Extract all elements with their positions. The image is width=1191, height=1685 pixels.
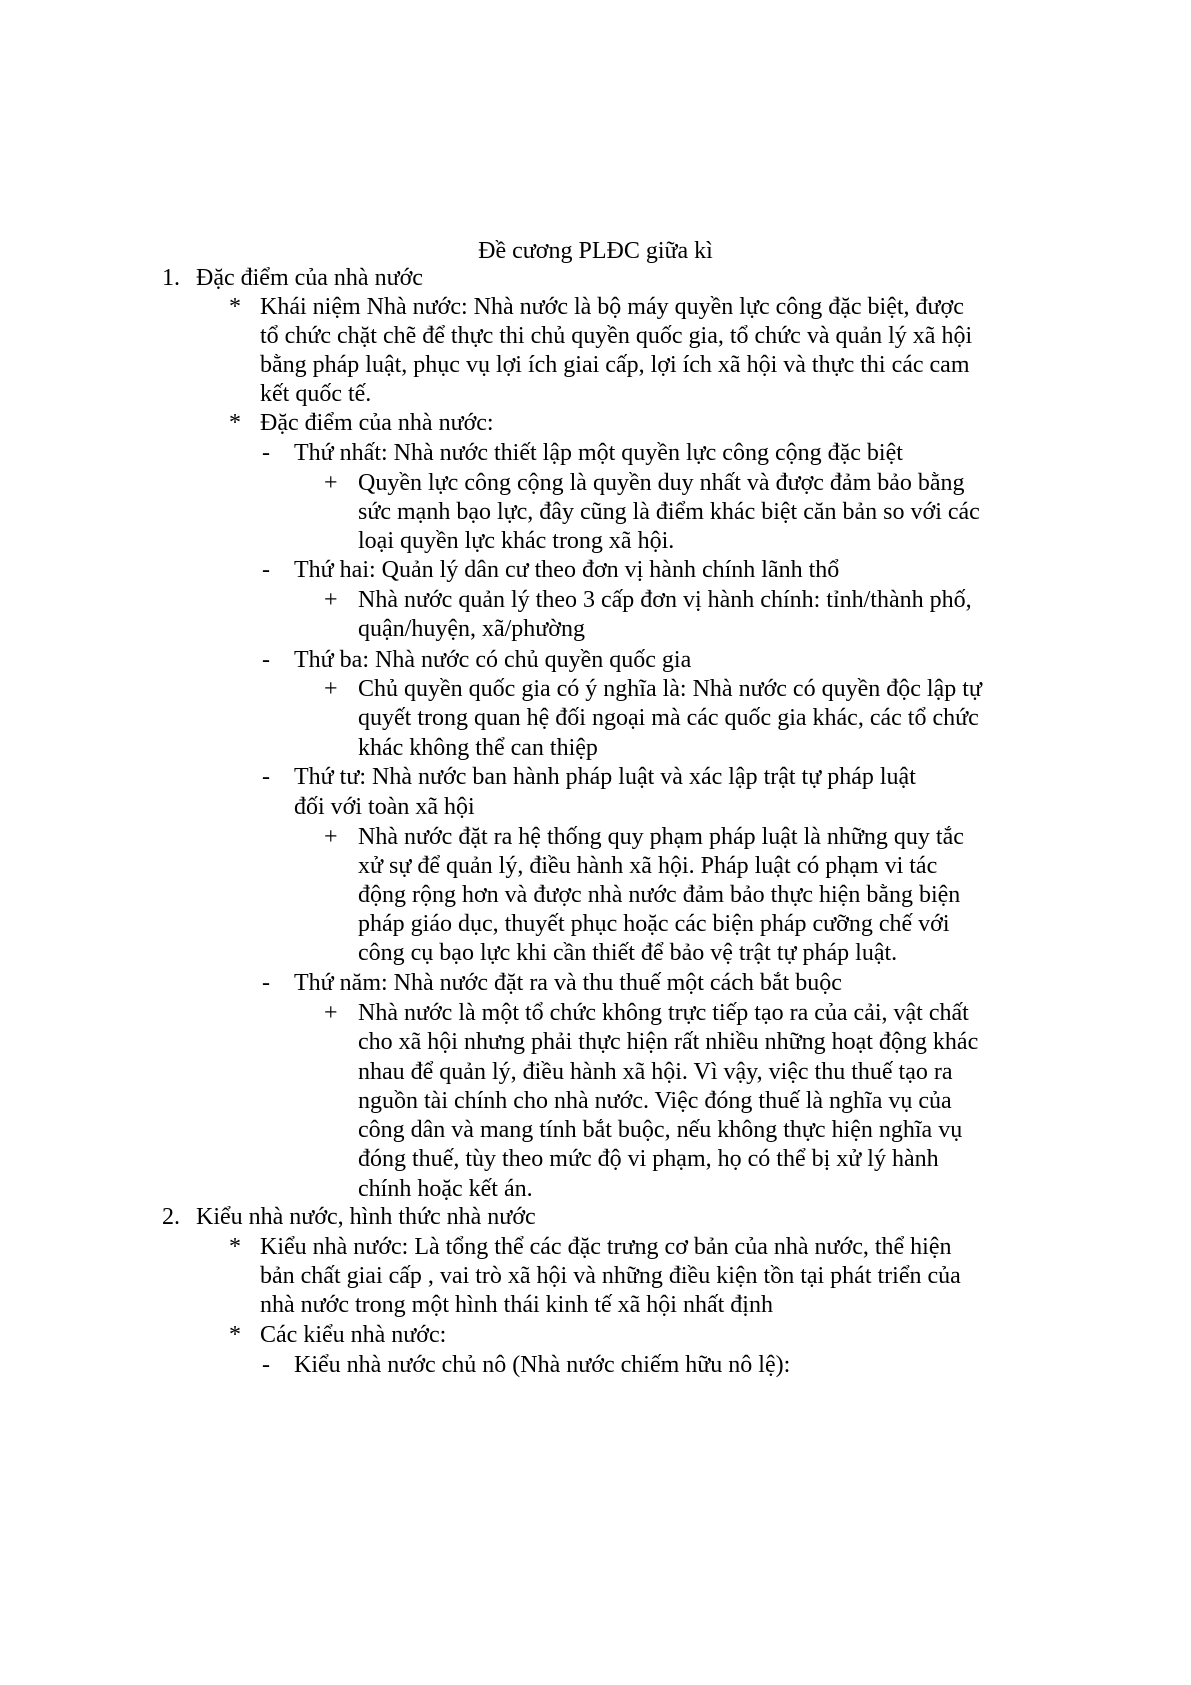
asterisk-bullet: *	[229, 294, 241, 320]
dash-bullet: -	[262, 557, 270, 583]
section-number: 2.	[162, 1204, 180, 1230]
dash-bullet: -	[262, 970, 270, 996]
paragraph-line: công dân và mang tính bắt buộc, nếu không thực hiện nghĩa vụ	[358, 1117, 963, 1143]
feature-heading: Thứ ba: Nhà nước có chủ quyền quốc gia	[294, 647, 692, 673]
paragraph-line: sức mạnh bạo lực, đây cũng là điểm khác biệt căn bản so với các	[358, 499, 980, 525]
dash-bullet: -	[262, 440, 270, 466]
plus-bullet: +	[324, 824, 338, 850]
plus-bullet: +	[324, 470, 338, 496]
paragraph-line: nhà nước trong một hình thái kinh tế xã hội nhất định	[260, 1292, 773, 1318]
dash-bullet: -	[262, 647, 270, 673]
asterisk-bullet: *	[229, 410, 241, 436]
paragraph-line: nhau để quản lý, điều hành xã hội. Vì vậy, việc thu thuế tạo ra	[358, 1059, 953, 1085]
paragraph-line: Kiểu nhà nước: Là tổng thể các đặc trưng cơ bản của nhà nước, thể hiện	[260, 1234, 952, 1260]
paragraph-line: cho xã hội nhưng phải thực hiện rất nhiều những hoạt động khác	[358, 1029, 979, 1055]
paragraph-line: Chủ quyền quốc gia có ý nghĩa là: Nhà nước có quyền độc lập tự	[358, 676, 982, 702]
dash-bullet: -	[262, 1352, 270, 1378]
paragraph-line: Nhà nước đặt ra hệ thống quy phạm pháp luật là những quy tắc	[358, 824, 964, 850]
dash-bullet: -	[262, 764, 270, 790]
feature-heading: đối với toàn xã hội	[294, 794, 475, 820]
paragraph-line: bản chất giai cấp , vai trò xã hội và những điều kiện tồn tại phát triển của	[260, 1263, 961, 1289]
feature-heading: Thứ năm: Nhà nước đặt ra và thu thuế một cách bắt buộc	[294, 970, 842, 996]
paragraph-line: nguồn tài chính cho nhà nước. Việc đóng thuế là nghĩa vụ của	[358, 1088, 952, 1114]
paragraph-line: Quyền lực công cộng là quyền duy nhất và được đảm bảo bằng	[358, 470, 965, 496]
paragraph-line: chính hoặc kết án.	[358, 1176, 533, 1202]
plus-bullet: +	[324, 676, 338, 702]
paragraph-line: công cụ bạo lực khi cần thiết để bảo vệ trật tự pháp luật.	[358, 940, 898, 966]
section-heading: Đặc điểm của nhà nước	[196, 265, 423, 291]
subsection-heading: Các kiểu nhà nước:	[260, 1322, 447, 1348]
paragraph-line: xử sự để quản lý, điều hành xã hội. Pháp luật có phạm vi tác	[358, 853, 938, 879]
feature-heading: Thứ nhất: Nhà nước thiết lập một quyền lực công cộng đặc biệt	[294, 440, 903, 466]
feature-heading: Kiểu nhà nước chủ nô (Nhà nước chiếm hữu nô lệ):	[294, 1352, 791, 1378]
paragraph-line: Nhà nước là một tổ chức không trực tiếp tạo ra của cải, vật chất	[358, 1000, 969, 1026]
paragraph-line: Nhà nước quản lý theo 3 cấp đơn vị hành chính: tỉnh/thành phố,	[358, 587, 972, 613]
paragraph-line: Khái niệm Nhà nước: Nhà nước là bộ máy quyền lực công đặc biệt, được	[260, 294, 964, 320]
section-heading: Kiểu nhà nước, hình thức nhà nước	[196, 1204, 536, 1230]
document-title: Đề cương PLĐC giữa kì	[478, 238, 713, 264]
subsection-heading: Đặc điểm của nhà nước:	[260, 410, 494, 436]
paragraph-line: khác không thể can thiệp	[358, 735, 598, 761]
feature-heading: Thứ hai: Quản lý dân cư theo đơn vị hành chính lãnh thổ	[294, 557, 840, 583]
paragraph-line: tổ chức chặt chẽ để thực thi chủ quyền quốc gia, tổ chức và quản lý xã hội	[260, 323, 973, 349]
paragraph-line: quận/huyện, xã/phường	[358, 616, 585, 642]
plus-bullet: +	[324, 587, 338, 613]
feature-heading: Thứ tư: Nhà nước ban hành pháp luật và xác lập trật tự pháp luật	[294, 764, 916, 790]
plus-bullet: +	[324, 1000, 338, 1026]
paragraph-line: động rộng hơn và được nhà nước đảm bảo thực hiện bằng biện	[358, 882, 961, 908]
paragraph-line: đóng thuế, tùy theo mức độ vi phạm, họ có thể bị xử lý hành	[358, 1146, 939, 1172]
paragraph-line: quyết trong quan hệ đối ngoại mà các quốc gia khác, các tổ chức	[358, 705, 979, 731]
paragraph-line: loại quyền lực khác trong xã hội.	[358, 528, 675, 554]
asterisk-bullet: *	[229, 1234, 241, 1260]
paragraph-line: kết quốc tế.	[260, 381, 372, 407]
asterisk-bullet: *	[229, 1322, 241, 1348]
paragraph-line: pháp giáo dục, thuyết phục hoặc các biện pháp cưỡng chế với	[358, 911, 950, 937]
paragraph-line: bằng pháp luật, phục vụ lợi ích giai cấp, lợi ích xã hội và thực thi các cam	[260, 352, 970, 378]
section-number: 1.	[162, 265, 180, 291]
